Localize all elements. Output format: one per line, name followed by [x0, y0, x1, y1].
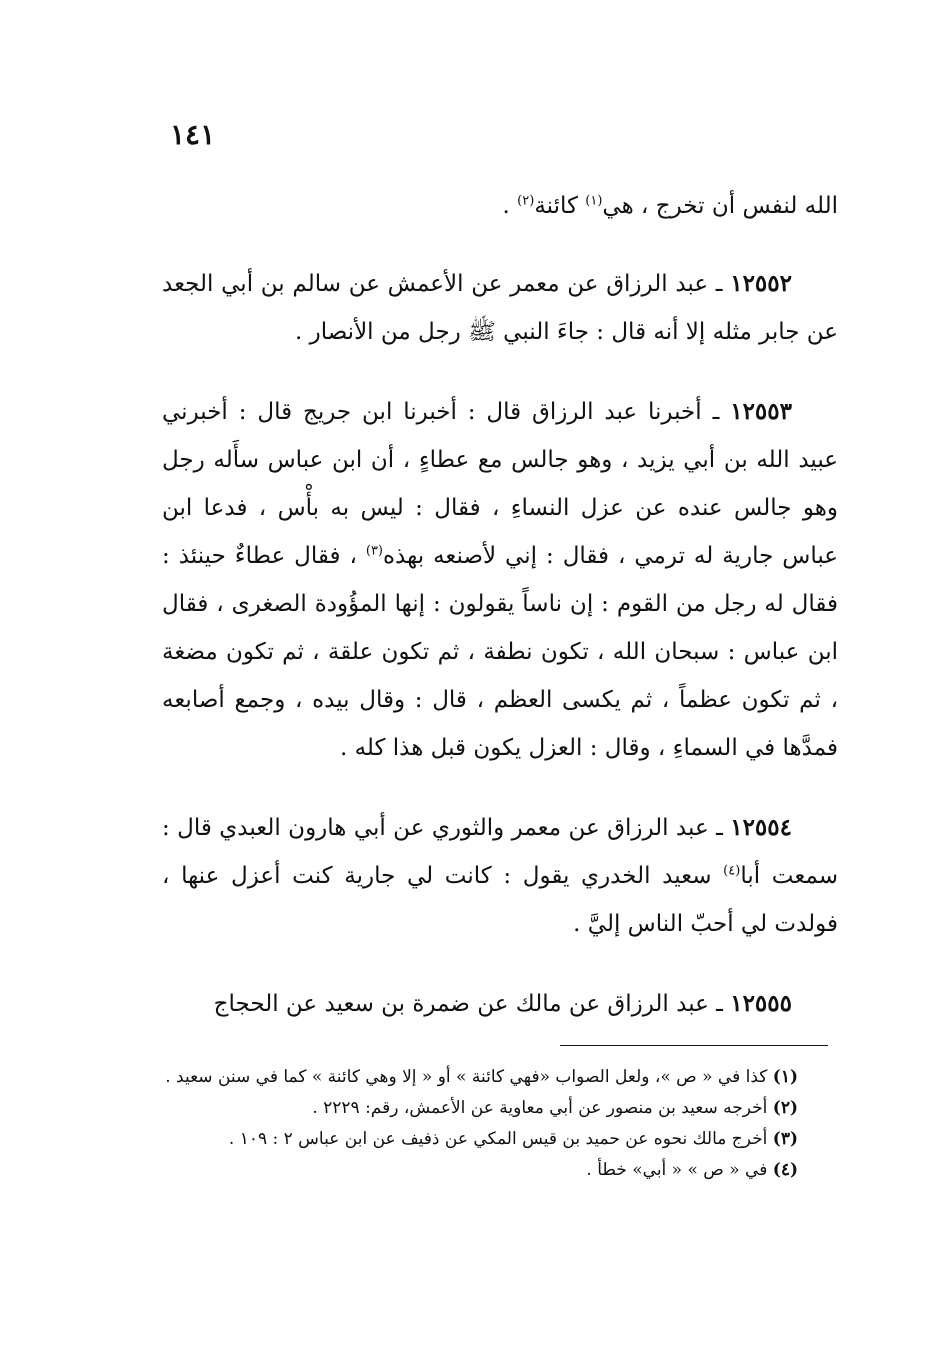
hadith-number: ١٢٥٥٥ [730, 990, 792, 1017]
footnote-divider [560, 1045, 828, 1046]
hadith-number: ١٢٥٥٢ [730, 270, 792, 297]
footnote-number: (١) [772, 1067, 798, 1087]
hadith-paragraph [162, 804, 838, 948]
paragraph-text: ـ عبد الرزاق عن معمر عن الأعمش عن سالم بن أبي الجعد عن جابر مثله إلا أنه قال : جاءَ النبي ﷺ رجل من الأنصار . [162, 271, 838, 345]
footnote [162, 1093, 798, 1124]
footnote-number: (٢) [772, 1098, 798, 1118]
footnote-number: (٤) [772, 1160, 798, 1180]
footnotes [162, 1062, 798, 1186]
hadith-paragraph [162, 980, 838, 1028]
paragraph-text: . [502, 193, 518, 219]
footnote-text: في « ص » « أبي» خطأ . [586, 1160, 773, 1180]
footnote-text: أخرج مالك نحوه عن حميد بن قيس المكي عن ذفيف عن ابن عباس ٢ : ١٠٩ . [228, 1129, 773, 1149]
footnote-ref: (٣) [365, 543, 383, 559]
paragraph-text: ـ عبد الرزاق عن معمر والثوري عن أبي هارون العبدي قال : سمعت أبا [162, 815, 839, 889]
hadith-paragraph [162, 388, 838, 772]
paragraph-text: ـ أخبرنا عبد الرزاق قال : أخبرنا ابن جريج قال : أخبرني عبيد الله بن أبي يزيد ، وهو جالس مع عطاءٍ ، أن ابن عباس سأَله رجل وهو جالس عنده عن عزل النساءِ ، فقال : ليس به بأْس ، فدعا ابن عباس جارية له ترمي ، فقال : إني لأصنعه بهذه [162, 399, 839, 569]
paragraph-text: سعيد الخدري يقول : كانت لي جارية كنت أعزل عنها ، فولدت لي أحبّ الناس إليَّ . [162, 863, 838, 937]
main-text [162, 182, 838, 1060]
footnote-ref: (١) [585, 193, 603, 209]
footnote [162, 1155, 798, 1186]
footnote-text: أخرجه سعيد بن منصور عن أبي معاوية عن الأعمش، رقم: ٢٢٢٩ . [312, 1098, 773, 1118]
page-number: ١٤١ [170, 118, 216, 151]
footnote-ref: (٢) [517, 193, 535, 209]
hadith-number: ١٢٥٥٣ [730, 398, 792, 425]
paragraph-continuation [162, 182, 838, 230]
paragraph-text: كائنة [534, 193, 586, 219]
footnote-number: (٣) [772, 1129, 798, 1149]
paragraph-text: ، فقال عطاءٌ حينئذ : فقال له رجل من القوم : إن ناساً يقولون : إنها المؤُودة الصغرى ، فقال ابن عباس : سبحان الله ، تكون نطفة ، ثم تكون علقة ، ثم تكون مضغة ، ثم تكون عظماً ، ثم يكسى العظم ، قال : وقال بيده ، وجمع أصابعه فمدَّها في السماءِ ، وقال : العزل يكون قبل هذا كله . [162, 543, 838, 761]
paragraph-text: الله لنفس أن تخرج ، هي [602, 193, 838, 219]
paragraph-text: ـ عبد الرزاق عن مالك عن ضمرة بن سعيد عن الحجاج [213, 991, 731, 1017]
hadith-paragraph [162, 260, 838, 356]
footnote-text: كذا في « ص »، ولعل الصواب «فهي كائنة » أو « إلا وهي كائنة » كما في سنن سعيد . [165, 1067, 773, 1087]
hadith-number: ١٢٥٥٤ [730, 814, 792, 841]
footnote-ref: (٤) [723, 863, 741, 879]
footnote [162, 1062, 798, 1093]
footnote [162, 1124, 798, 1155]
